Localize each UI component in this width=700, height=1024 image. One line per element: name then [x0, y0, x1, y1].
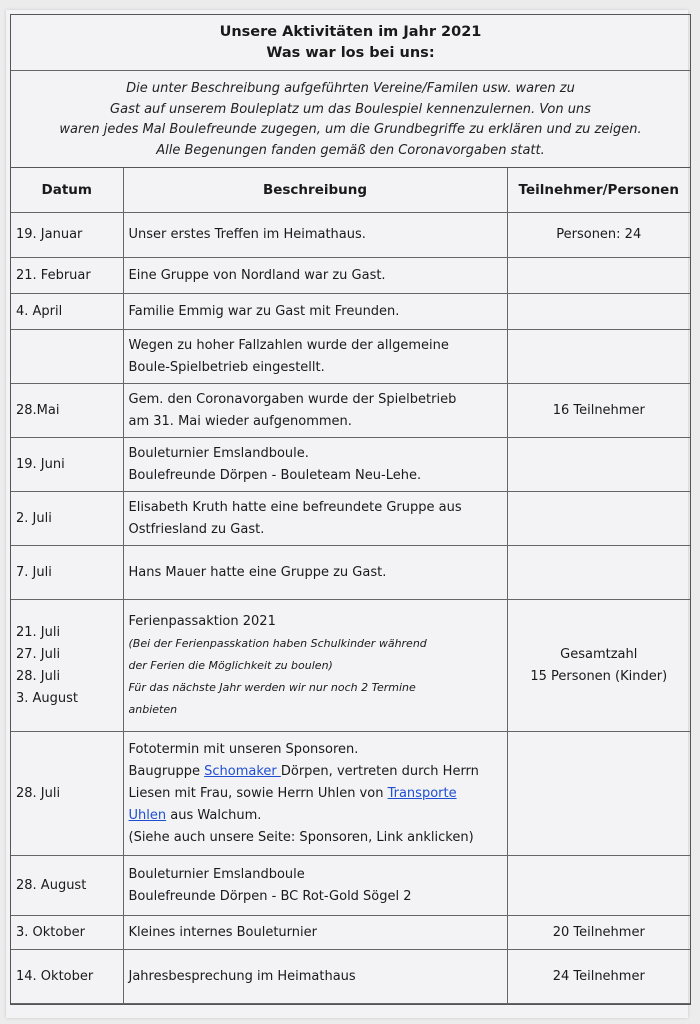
text-segment: Liesen mit Frau, sowie Herrn Uhlen von	[128, 785, 388, 801]
row-description: Hans Mauer hatte eine Gruppe zu Gast.	[123, 546, 507, 600]
page-title: Unsere Aktivitäten im Jahr 2021	[219, 24, 482, 40]
row-participants	[507, 732, 690, 856]
row-participants	[507, 600, 690, 732]
row-participants	[507, 438, 690, 492]
page-subtitle: Was war los bei uns:	[266, 45, 435, 61]
transporte-uhlen-link[interactable]: Transporte	[387, 785, 457, 801]
row-description-line: am 31. Mai wieder aufgenommen.	[128, 413, 352, 429]
table-row	[11, 258, 690, 294]
transporte-uhlen-link[interactable]: Uhlen	[128, 807, 167, 823]
row-participants	[507, 258, 690, 294]
row-description-line: Boulefreunde Dörpen - BC Rot-Gold Sögel 2	[128, 888, 412, 904]
row-participants: 16 Teilnehmer	[507, 384, 690, 438]
row-description	[123, 732, 507, 856]
row-date: 28. August	[11, 856, 123, 916]
row-description-line	[129, 761, 502, 783]
schomaker-link[interactable]: Schomaker	[204, 763, 281, 779]
text-segment: aus Walchum.	[166, 807, 262, 823]
row-description-note: Für das nächste Jahr werden wir nur noch 2 Termine	[128, 680, 416, 694]
row-date: 21. Juli	[16, 624, 61, 640]
table-row	[11, 732, 690, 856]
activities-table	[11, 168, 690, 1004]
row-date: 21. Februar	[11, 258, 123, 294]
table-row	[11, 546, 690, 600]
table-row	[11, 330, 690, 384]
intro-line: Die unter Beschreibung aufgeführten Vereine/Familen usw. waren zu	[126, 81, 575, 96]
row-participants: 20 Teilnehmer	[507, 916, 690, 950]
row-description: Familie Emmig war zu Gast mit Freunden.	[123, 294, 507, 330]
row-description-note: (Bei der Ferienpasskation haben Schulkinder während	[128, 636, 427, 650]
row-date: 3. Oktober	[11, 916, 123, 950]
row-date: 14. Oktober	[11, 950, 123, 1004]
row-date: 2. Juli	[11, 492, 123, 546]
row-description	[123, 856, 507, 916]
row-description-line: Elisabeth Kruth hatte eine befreundete Gruppe aus	[128, 499, 462, 515]
row-dates	[11, 600, 123, 732]
table-row	[11, 492, 690, 546]
document-page	[6, 10, 688, 1018]
table-row	[11, 600, 690, 732]
row-date: 4. April	[11, 294, 123, 330]
table-row	[11, 916, 690, 950]
text-segment: Dörpen, vertreten durch Herrn	[280, 763, 479, 779]
row-participants	[507, 856, 690, 916]
table-header-row	[11, 168, 690, 213]
row-description-line: Boulefreunde Dörpen - Bouleteam Neu-Lehe.	[128, 467, 422, 483]
row-date: 28. Juli	[11, 732, 123, 856]
column-header-teilnehmer: Teilnehmer/Personen	[507, 168, 690, 213]
row-description-line: Ostfriesland zu Gast.	[128, 521, 265, 537]
column-header-beschreibung: Beschreibung	[123, 168, 507, 213]
row-date	[11, 330, 123, 384]
table-row	[11, 384, 690, 438]
row-participants-line: 15 Personen (Kinder)	[530, 668, 668, 684]
header	[11, 15, 690, 71]
row-description-line: Bouleturnier Emslandboule.	[128, 445, 309, 461]
table-row	[11, 856, 690, 916]
row-description-line: Bouleturnier Emslandboule	[128, 866, 305, 882]
row-description	[123, 438, 507, 492]
row-description-line	[129, 783, 502, 805]
row-description-line	[129, 805, 502, 827]
row-participants	[507, 294, 690, 330]
intro-line: waren jedes Mal Boulefreunde zugegen, um die Grundbegriffe zu erklären und zu zeigen.	[59, 122, 642, 137]
row-description	[123, 384, 507, 438]
row-description-note: anbieten	[128, 702, 178, 716]
row-participants: 24 Teilnehmer	[507, 950, 690, 1004]
column-header-datum: Datum	[11, 168, 123, 213]
row-date: 19. Juni	[11, 438, 123, 492]
row-description	[123, 330, 507, 384]
table-row	[11, 438, 690, 492]
row-participants	[507, 546, 690, 600]
row-participants: Personen: 24	[507, 213, 690, 258]
row-description	[123, 600, 507, 732]
row-description-line: Wegen zu hoher Fallzahlen wurde der allgemeine	[128, 337, 449, 353]
text-segment: Baugruppe	[128, 763, 205, 779]
row-description-line: Boule-Spielbetrieb eingestellt.	[128, 359, 325, 375]
row-description: Jahresbesprechung im Heimathaus	[123, 950, 507, 1004]
table-row	[11, 294, 690, 330]
row-description	[123, 492, 507, 546]
row-description: Unser erstes Treffen im Heimathaus.	[123, 213, 507, 258]
row-description-note: der Ferien die Möglichkeit zu boulen)	[128, 658, 333, 672]
activities-frame	[10, 14, 691, 1005]
table-row	[11, 213, 690, 258]
row-participants	[507, 492, 690, 546]
table-row	[11, 950, 690, 1004]
intro-line: Gast auf unserem Bouleplatz um das Boulespiel kennenzulernen. Von uns	[110, 101, 591, 117]
row-description-line: (Siehe auch unsere Seite: Sponsoren, Link anklicken)	[128, 829, 474, 845]
row-description-line: Gem. den Coronavorgaben wurde der Spielbetrieb	[128, 391, 457, 407]
row-date: 28. Juli	[16, 668, 61, 684]
row-description: Kleines internes Bouleturnier	[123, 916, 507, 950]
row-date: 19. Januar	[11, 213, 123, 258]
row-description: Eine Gruppe von Nordland war zu Gast.	[123, 258, 507, 294]
row-date: 3. August	[16, 690, 79, 706]
row-participants	[507, 330, 690, 384]
row-participants-line: Gesamtzahl	[560, 646, 638, 662]
intro-text	[11, 71, 690, 168]
row-date: 7. Juli	[11, 546, 123, 600]
row-description-title: Ferienpassaktion 2021	[128, 613, 276, 629]
intro-line: Alle Begenungen fanden gemäß den Coronavorgaben statt.	[156, 142, 545, 158]
row-date: 27. Juli	[16, 646, 61, 662]
row-description-line: Fototermin mit unseren Sponsoren.	[128, 741, 359, 757]
row-date: 28.Mai	[11, 384, 123, 438]
